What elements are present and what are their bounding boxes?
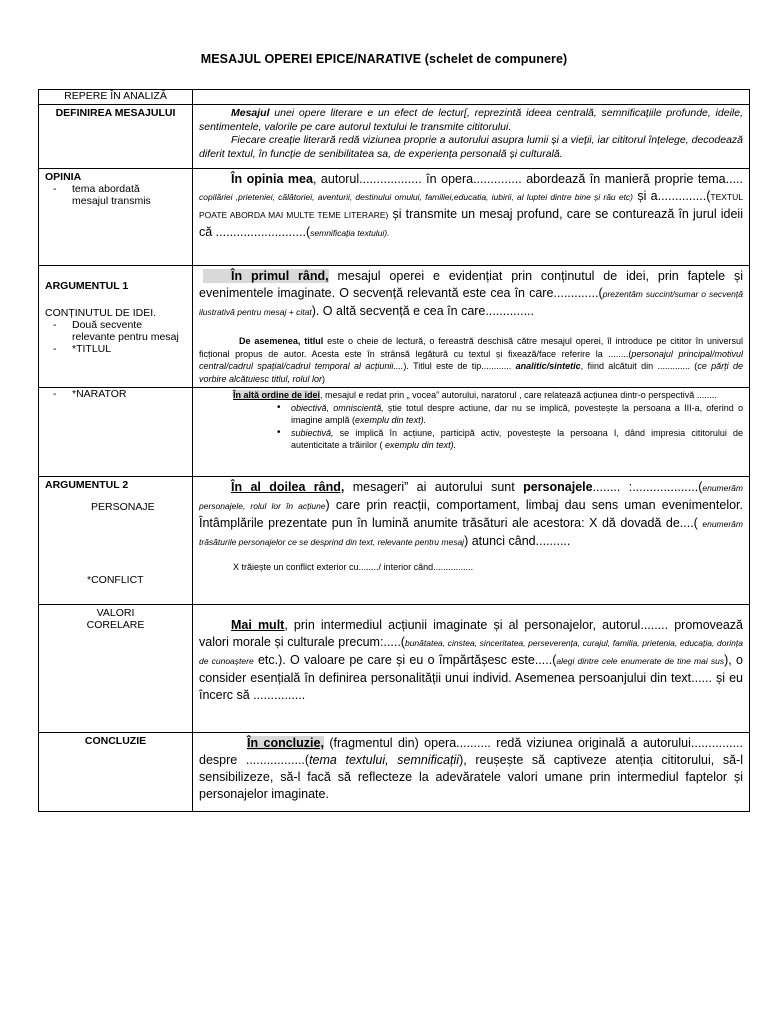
narator-content: În altă ordine de idei, mesajul e redat prin „ vocea” autorului, naratorul , care relatează acțiunea dintr-o perspectivă ........ • obiectivă, omniscientă, știe totul despre actiune, dar nu se implică, povestește la persoana a III-a, oferind o imagine amplă (exemplu din text). • subiectivă, se implică în acțiune, participă activ, povestește la persoana I, dând impresia cititorului de autenticitate a trăirilor ( exemplu din text). bbox=[193, 388, 750, 477]
row-narator bbox=[39, 388, 750, 477]
definire-paragraph-1: Mesajul unei opere literare e un efect de lectur[, reprezintă ideea centrală, semnificațiile profunde, ideile, sentimentele, valorile pe care autorul textului le transmite cititorului. bbox=[199, 107, 743, 133]
header-empty-cell bbox=[193, 90, 750, 105]
arg2-sublabel: PERSONAJE bbox=[91, 501, 155, 513]
row-definire bbox=[39, 105, 750, 169]
conflict-label: *CONFLICT bbox=[87, 574, 144, 586]
arg2-label: ARGUMENTUL 2 bbox=[45, 479, 129, 491]
narator-item: - *NARATOR bbox=[53, 388, 127, 400]
arg1-item: - *TITLUL bbox=[53, 343, 112, 355]
arg2-content: În al doilea rând, mesageri” ai autorului sunt personajele........ :...................(enumerăm personajele, rolul lor în acțiune) care prin reacții, comportament, limbaj dau sens uman evenimentelor. Întâmplările prezentate pun în lumină anumite trăsături ale acestora: X dă dovadă de....( enumerăm trăsăturile personajelor ce se desprind din text, relevante pentru mesaj) atunci când.......... X trăiește un conflict exterior cu......../ interior când................ bbox=[193, 477, 750, 605]
table-header-row bbox=[39, 90, 750, 105]
arg1-label: ARGUMENTUL 1 bbox=[45, 280, 129, 292]
narator-bullet: • obiectivă, omniscientă, știe totul despre actiune, dar nu se implică, povestește la persoana a III-a, oferind o imagine amplă (exemplu din text). bbox=[277, 401, 743, 425]
concluzie-lead: În concluzie, bbox=[247, 736, 324, 750]
valori-label-cell bbox=[39, 605, 193, 733]
definire-content bbox=[193, 105, 750, 169]
arg2-label-cell bbox=[39, 477, 193, 605]
definire-paragraph-2: Fiecare creație literară redă viziunea proprie a autorului asupra lumii și a vieții, iar cititorul înțelege, decodează diferit textul, în funcție de senibilitatea sa, de experiența personală și culturală. bbox=[199, 134, 743, 160]
concluzie-label: CONCLUZIE bbox=[39, 733, 193, 812]
valori-content: Mai mult, prin intermediul acțiunii imaginate și al personajelor, autorul........ promovează valori morale și culturale precum:.....(bunătatea, cinstea, sinceritatea, perseverența, curajul, familia, prietenia, educația, dorința de cunoaștere etc.). O valoare pe care și eu o împărtășesc este.....(alegi dintre cele enumerate de tine mai sus), o consider esențială în definirea personalității unui individ. Asemenea persoanjului din text...... și eu încerc să ............... bbox=[193, 605, 750, 733]
row-concluzie bbox=[39, 733, 750, 812]
page-title: MESAJUL OPEREI EPICE/NARATIVE (schelet de compunere) bbox=[200, 52, 568, 66]
row-valori bbox=[39, 605, 750, 733]
valori-label: VALORI bbox=[96, 607, 135, 619]
arg1-label-cell bbox=[39, 266, 193, 388]
opinia-item: mesajul transmis bbox=[72, 195, 151, 207]
corelare-label: CORELARE bbox=[86, 619, 145, 631]
row-argument-1 bbox=[39, 266, 750, 388]
concluzie-content: În concluzie, (fragmentul din) opera.......... redă viziunea originală a autorului............... despre .................(tema textului, semnificații), reușește să captiveze atenția cititorului, să-l sensibilizeze, să-l facă să reflecteze la adevăratele valori umane prin intermediul faptelor și personajelor imaginate. bbox=[193, 733, 750, 812]
titlu-lead: De asemenea, titlul bbox=[239, 336, 324, 346]
narator-bullet: • subiectivă, se implică în acțiune, participă activ, povestește la persoana I, dând impresia cititorului de autenticitate a trăirilor ( exemplu din text). bbox=[277, 426, 743, 450]
opinia-lead: În opinia mea bbox=[231, 172, 313, 186]
opinia-item: - tema abordată bbox=[53, 183, 140, 195]
opinia-label-cell bbox=[39, 169, 193, 266]
opinia-content: În opinia mea, autorul.................. în opera.............. abordează în manieră proprie tema..... copilăriei ,prieteniei, călătoriei, aventurii, destinului omului, familiei,educatia, iubirii, al luptei dintre bine și rău etc) și a..............(TEXTUL POATE ABORDA MAI MULTE TEME LITERARE) și transmite un mesaj profund, care se conturează în jurul ideii că ..........................(semnificația textului). bbox=[193, 169, 750, 266]
header-label: REPERE ÎN ANALIZĂ bbox=[39, 90, 193, 105]
row-opinia bbox=[39, 169, 750, 266]
arg1-content: În primul rând, mesajul operei e evidențiat prin conținutul de idei, prin faptele și evenimentele imaginate. O secvență relevantă este cea în care.............(prezentăm succint/sumar o secvență ilustrativă pentru mesaj + citat). O altă secvență e cea în care.............. De asemenea, titlul este o cheie de lectură, o fereastră deschisă către mesajul operei, îl introduce pe cititor în universul ficțional propus de autor. Acesta este în strânsă legătură cu textul și fixează/face referire la ........(personajul principal/motivul central/cadrul spațial/cadrul temporal al acțiunii....). Titlul este de tip............ analitic/sintetic, fiind alcătuit din ............. (ce părți de vorbire alcătuiesc titlul, rolul lor) bbox=[193, 266, 750, 388]
arg1-lead: În primul rând, bbox=[203, 269, 329, 283]
conflict-text: X trăiește un conflict exterior cu......../ interior când................ bbox=[233, 562, 474, 572]
valori-lead: Mai mult bbox=[231, 618, 285, 632]
narator-label-cell bbox=[39, 388, 193, 477]
row-argument-2 bbox=[39, 477, 750, 605]
definire-term: Mesajul bbox=[231, 107, 270, 119]
arg2-lead: În al doilea rând, bbox=[231, 480, 345, 494]
narator-lead: În altă ordine de idei bbox=[233, 390, 321, 400]
definire-label: DEFINIREA MESAJULUI bbox=[39, 105, 193, 169]
opinia-label: OPINIA bbox=[45, 171, 82, 183]
arg1-item: - Două secvente relevante pentru mesaj bbox=[53, 319, 179, 343]
composition-table bbox=[38, 89, 750, 812]
arg1-sublabel: CONȚINUTUL DE IDEI. bbox=[45, 307, 157, 319]
